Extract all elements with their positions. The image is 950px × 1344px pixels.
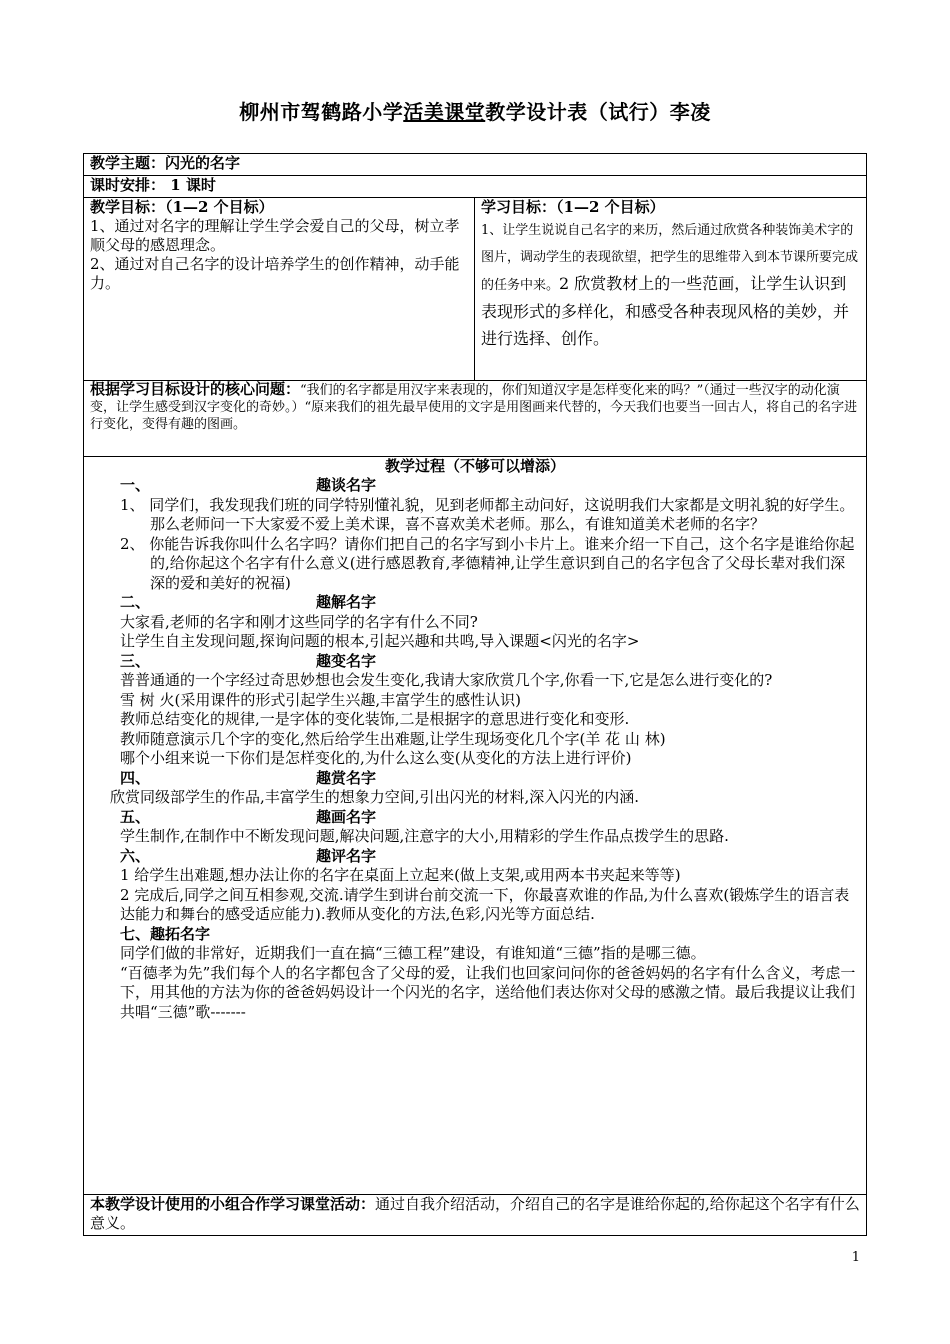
teaching-goals-cell [84, 198, 475, 380]
process-row [84, 457, 866, 1195]
schedule-row: 课时安排： 1 课时 [84, 176, 866, 198]
title-underlined: 活美课堂 [403, 100, 486, 124]
section-5-heading: 五、 趣画名字 [120, 807, 377, 826]
process-heading: 教学过程（不够可以增添） [384, 457, 565, 475]
section-3-para-5: 哪个小组来说一下你们是怎样变化的,为什么这么变(从变化的方法上进行评价) [120, 749, 632, 767]
lesson-plan-table [83, 153, 867, 1236]
section-7-para-2: “百德孝为先”我们每个人的名字都包含了父母的爱，让我们也回家问问你的爸爸妈妈的名字有什么含义，考虑一下，用其他的方法为你的爸爸妈妈设计一个闪光的名字，送给他们表达你对父母的感激之情。最后我提议让我们共唱“三德”歌------- [120, 963, 856, 1021]
section-7-heading: 七、趣拓名字 [120, 924, 211, 943]
goals-row [84, 198, 866, 381]
title-school: 柳州市驾鹤路小学 [239, 100, 404, 124]
title-rest: 教学设计表（试行）李凌 [485, 100, 711, 124]
teaching-goals-heading: 教学目标：（1—2 个目标） [90, 198, 274, 216]
section-2-para-2: 让学生自主发现问题,探询问题的根本,引起兴趣和共鸣,导入课题<闪光的名字> [120, 632, 640, 650]
learning-goal-2: 2 欣赏教材上的一些范画，让学生认识到表现形式的多样化，和感受各种表现风格的美妙，并进行选择、创作。 [481, 274, 850, 348]
teaching-goal-2: 2、通过对自己名字的设计培养学生的创作精神，动手能力。 [90, 255, 460, 292]
core-question-text: “我们的名字都是用汉字来表现的，你们知道汉字是怎样变化来的吗？”（通过一些汉字的动化演变，让学生感受到汉字变化的奇妙。）“原来我们的祖先最早使用的文字是用图画来代替的，今天我们也要当一回古人，将自己的名字进行变化，变得有趣的图画。 [90, 383, 858, 432]
section-6-para-1: 1 给学生出难题,想办法让你的名字在桌面上立起来(做上支架,或用两本书夹起来等等) [120, 866, 681, 884]
section-7-para-1: 同学们做的非常好，近期我们一直在搞“三德工程”建设，有谁知道“三德”指的是哪三德。 [120, 944, 706, 962]
core-question-row [84, 381, 866, 457]
section-6-heading: 六、 趣评名字 [120, 846, 377, 865]
page-number: 1 [851, 1250, 860, 1265]
process-body [84, 476, 866, 1022]
teaching-goal-1: 1、通过对名字的理解让学生学会爱自己的父母，树立孝顺父母的感恩理念。 [90, 217, 460, 254]
learning-goals-heading: 学习目标：（1—2 个目标） [481, 198, 665, 216]
section-1-para-2: 2、 你能告诉我你叫什么名字吗？请你们把自己的名字写到小卡片上。谁来介绍一下自己，这个名字是谁给你起的,给你起这个名字有什么意义(进行感恩教育,孝德精神,让学生意识到自己的名字包含了父母长辈对我们深深的爱和美好的祝福) [120, 534, 855, 592]
section-3-heading: 三、 趣变名字 [120, 651, 377, 670]
section-3-para-2: 雪 树 火(采用课件的形式引起学生兴趣,丰富学生的感性认识) [120, 690, 522, 709]
section-4-para-1: 欣赏同级部学生的作品,丰富学生的想象力空间,引出闪光的材料,深入闪光的内涵. [110, 788, 640, 806]
section-2-heading: 二、 趣解名字 [120, 593, 377, 611]
document-title [0, 96, 950, 125]
section-6-para-2: 2 完成后,同学之间互相参观,交流.请学生到讲台前交流一下，你最喜欢谁的作品,为什么喜欢(锻炼学生的语言表达能力和舞台的感受适应能力).教师从变化的方法,色彩,闪光等方面总结. [120, 885, 850, 923]
section-1-para-1: 1、 同学们，我发现我们班的同学特别懂礼貌，见到老师都主动问好，这说明我们大家都是文明礼貌的好学生。那么老师问一下大家爱不爱上美术课，喜不喜欢美术老师。那么，有谁知道美术老师的名字？ [120, 495, 855, 533]
learning-goals-text [481, 217, 860, 353]
section-2-para-1: 大家看,老师的名字和刚才这些同学的名字有什么不同? [120, 612, 478, 631]
activity-row [84, 1195, 866, 1235]
activity-text: 通过自我介绍活动，介绍自己的名字是谁给你起的,给你起这个名字有什么意义。 [90, 1195, 860, 1232]
section-1-heading: 一、 趣谈名字 [120, 476, 377, 494]
section-5-para-1: 学生制作,在制作中不断发现问题,解决问题,注意字的大小,用精彩的学生作品点拨学生的思路. [120, 827, 729, 845]
section-4-heading: 四、 趣赏名字 [120, 768, 377, 787]
theme-row: 教学主题：闪光的名字 [84, 154, 866, 176]
learning-goal-1: 1、让学生说说自己名字的来历，然后通过欣赏各种装饰美术字的图片，调动学生的表现欲望，把学生的思维带入到本节课所要完成的任务中来。 [481, 223, 859, 293]
section-3-para-1: 普普通通的一个字经过奇思妙想也会发生变化,我请大家欣赏几个字,你看一下,它是怎么进行变化的? [120, 671, 773, 689]
learning-goals-cell [475, 198, 866, 380]
section-3-para-4: 教师随意演示几个字的变化,然后给学生出难题,让学生现场变化几个字(羊 花 山 林) [120, 729, 666, 748]
section-3-para-3: 教师总结变化的规律,一是字体的变化装饰,二是根据字的意思进行变化和变形. [120, 710, 630, 728]
activity-label: 本教学设计使用的小组合作学习课堂活动： [90, 1195, 376, 1213]
core-question-label: 根据学习目标设计的核心问题： [90, 380, 301, 398]
